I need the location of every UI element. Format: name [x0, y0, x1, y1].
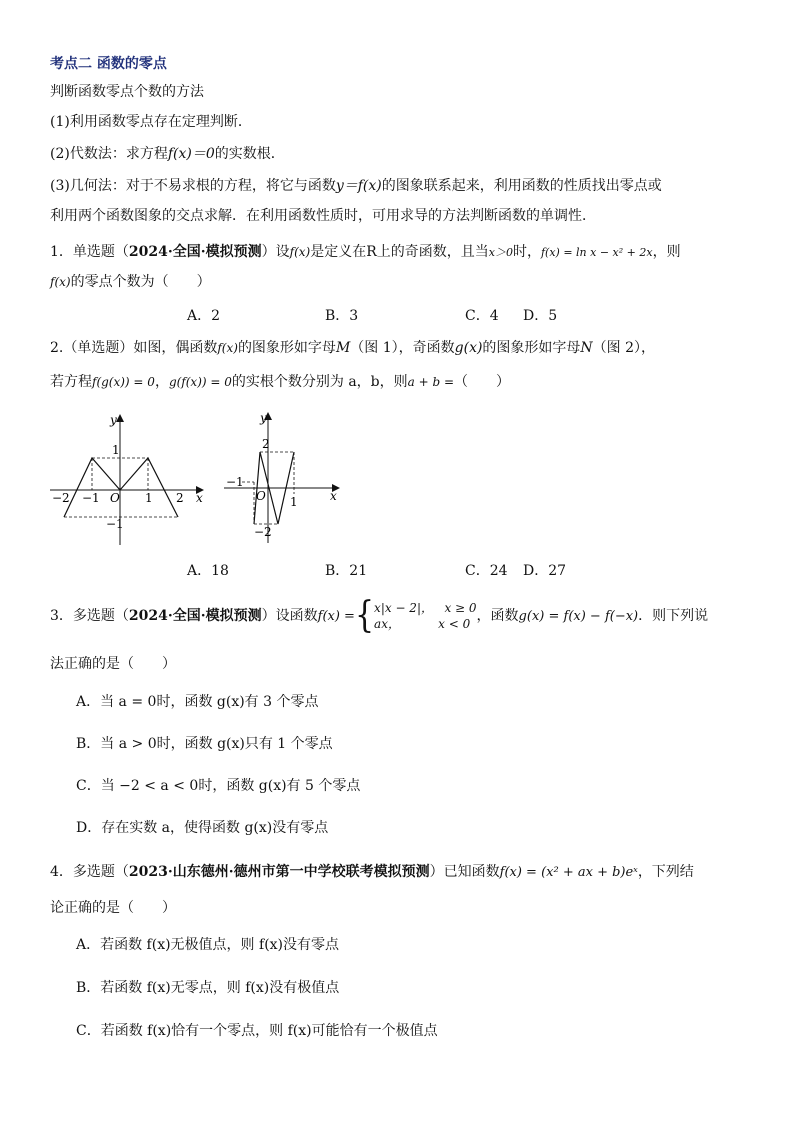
q1-stem-d: ，则 [652, 244, 681, 260]
section-title: 考点二 函数的零点 [50, 56, 167, 72]
q2-line2-d: （ ） [454, 374, 511, 390]
method-1: (1)利用函数零点存在定理判断． [50, 114, 252, 130]
q2-line2 [50, 372, 510, 392]
figure-1-graph [46, 410, 216, 550]
q3-gdef: g(x) = f(x) − f(−x) [518, 609, 639, 624]
q2-option-c[interactable]: C．24 [465, 563, 508, 579]
q4-option-b[interactable]: B．若函数 f(x)无零点，则 f(x)没有极值点 [76, 980, 340, 996]
q1-source: 2024·全国·模拟预测 [128, 244, 262, 260]
figure-2-graph [222, 408, 352, 548]
q4-option-a[interactable]: A．若函数 f(x)无极值点，则 f(x)没有零点 [76, 937, 340, 953]
fig1-tick-1: 1 [145, 491, 153, 505]
q4-num: 4．多选题（ [50, 864, 129, 880]
q1-stem-c: 时， [512, 244, 541, 260]
method-2-post: 的实数根． [214, 146, 285, 162]
q3-option-b[interactable]: B．当 a > 0时，函数 g(x)只有 1 个零点 [76, 736, 333, 752]
q2-gx: g(x) [454, 340, 483, 356]
q2-line1-c: （图 1），奇函数 [350, 340, 455, 356]
section-subtitle: 判断函数零点个数的方法 [50, 84, 204, 100]
fig1-tick-2: 2 [176, 491, 184, 505]
q2-eq3: a + b = [407, 375, 455, 389]
q1-option-d[interactable]: D．5 [523, 308, 558, 324]
q2-line1-b: 的图象形如字母 [237, 340, 336, 356]
q3-piece1-cond: x ≥ 0 [444, 601, 477, 615]
method-3 [50, 176, 662, 196]
q2-line2-a: 若方程 [50, 374, 92, 390]
q1-option-b[interactable]: B．3 [325, 308, 359, 324]
method-3-post: 的图象联系起来，利用函数的性质找出零点或 [381, 178, 662, 194]
q1-option-a[interactable]: A．2 [187, 308, 221, 324]
q2-line1-d: 的图象形如字母 [482, 340, 581, 356]
fig1-curve [64, 458, 178, 517]
q3-option-c[interactable]: C．当 −2 < a < 0时，函数 g(x)有 5 个零点 [76, 778, 361, 794]
q3-piece2: ax， [374, 617, 400, 631]
method-3-expr: y＝f(x) [335, 178, 382, 194]
q1-fx: f(x) [289, 245, 311, 259]
q4-stem-a: ）已知函数 [429, 864, 500, 880]
q4-line2: 论正确的是（ ） [50, 900, 176, 916]
fig1-tick-neg1: −1 [82, 491, 100, 505]
q1-num: 1．单选题（ [50, 244, 129, 260]
fig2-tick-neg1: −1 [226, 475, 244, 489]
fig1-origin: O [110, 491, 120, 505]
q3-stem-a: ）设函数 [261, 608, 318, 624]
q2-N: N [580, 340, 593, 356]
q2-line1-e: （图 2）， [592, 340, 656, 356]
q3-option-a[interactable]: A．当 a = 0时，函数 g(x)有 3 个零点 [76, 694, 319, 710]
q4-source: 2023·山东德州·德州市第一中学校联考模拟预测 [128, 864, 430, 880]
fig1-y-label: y [110, 413, 117, 427]
q3-pieces [374, 600, 477, 632]
method-2 [50, 144, 285, 164]
fig1-x-label: x [196, 491, 203, 505]
q2-M: M [335, 340, 351, 356]
method-2-pre: (2)代数法：求方程 [50, 146, 168, 162]
fig1-tick-neg2: −2 [52, 491, 70, 505]
q3-num: 3．多选题（ [50, 608, 129, 624]
q4-option-c[interactable]: C．若函数 f(x)恰有一个零点，则 f(x)可能恰有一个极值点 [76, 1023, 438, 1039]
fig2-origin: O [256, 489, 266, 503]
q3-stem-c: ．则下列说 [638, 608, 709, 624]
q3-piece1: x|x − 2|， [374, 601, 433, 615]
q3-line2: 法正确的是（ ） [50, 656, 176, 672]
fig2-tick-1: 1 [290, 495, 298, 509]
q2-option-d[interactable]: D．27 [523, 563, 567, 579]
fig2-x-label: x [330, 489, 337, 503]
q4-stem [50, 862, 694, 883]
q2-eq1: f(g(x)) = 0 [92, 375, 155, 389]
fig1-ytick-neg1: −1 [106, 517, 124, 531]
fig1-y-arrow [116, 414, 124, 422]
fig1-ytick-1: 1 [112, 443, 120, 457]
q4-expr: f(x) = (x² + ax + b)eˣ [499, 865, 638, 880]
fig2-y-label: y [260, 411, 267, 425]
q1-expr: f(x) = ln x − x² + 2x [540, 246, 653, 259]
q3-stem [50, 594, 709, 637]
fig2-ytick-2: 2 [262, 437, 270, 451]
q2-line2-c: 的实根个数分别为 a，b，则 [231, 374, 408, 390]
q1-stem-a: ）设 [261, 244, 290, 260]
q3-piece2-cond: x < 0 [438, 617, 471, 631]
q3-stem-b: ，函数 [476, 608, 519, 624]
method-3-line2: 利用两个函数图象的交点求解．在利用函数性质时，可用求导的方法判断函数的单调性． [50, 208, 596, 224]
q2-fx: f(x) [217, 341, 238, 355]
q2-line1-a: 2.（单选题）如图，偶函数 [50, 340, 218, 356]
q3-brace: { [354, 594, 375, 637]
q2-line1 [50, 338, 655, 358]
q2-option-a[interactable]: A．18 [187, 563, 229, 579]
q1-stem [50, 242, 681, 263]
q1-cond: x＞0 [488, 246, 513, 259]
q1-option-c[interactable]: C．4 [465, 308, 499, 324]
q3-source: 2024·全国·模拟预测 [128, 608, 262, 624]
fig2-ytick-neg2: −2 [254, 525, 272, 539]
q3-option-d[interactable]: D．存在实数 a，使得函数 g(x)没有零点 [76, 820, 329, 836]
q2-option-b[interactable]: B．21 [325, 563, 368, 579]
q3-fx: f(x) = [317, 609, 355, 624]
method-3-pre: (3)几何法：对于不易求根的方程，将它与函数 [50, 178, 336, 194]
q4-stem-b: ，下列结 [637, 864, 694, 880]
q2-line2-b: ， [154, 374, 169, 390]
q1-line2-fx: f(x) [50, 275, 71, 289]
q1-line2-text: 的零点个数为（ ） [70, 274, 211, 290]
method-2-expr: f(x)＝0 [167, 146, 215, 162]
q2-eq2: g(f(x)) = 0 [168, 375, 232, 389]
q1-line2 [50, 272, 211, 292]
q1-stem-b: 是定义在R上的奇函数，且当 [310, 244, 489, 260]
